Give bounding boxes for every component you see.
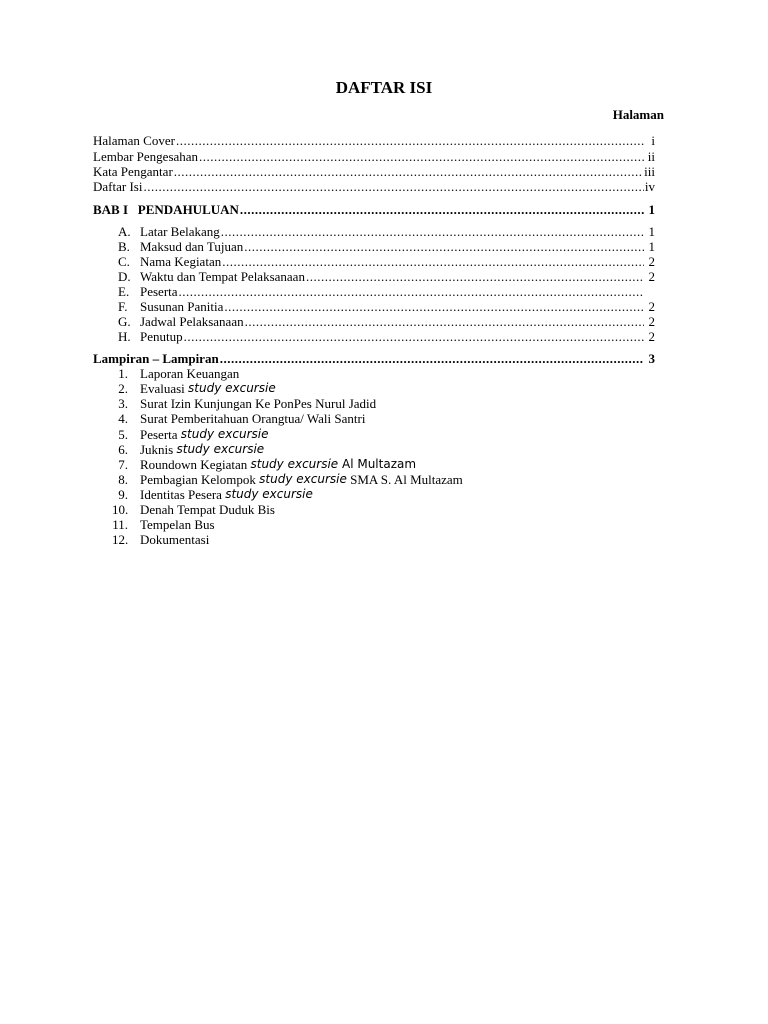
toc-entry-label: Lembar Pengesahan [93, 149, 199, 164]
section-label: Waktu dan Tempat Pelaksanaan [140, 269, 305, 284]
appendix-item-italic: study excursie [180, 427, 269, 441]
section-page: 2 [648, 254, 655, 269]
appendix-item [112, 457, 416, 472]
dot-leader [222, 254, 644, 269]
toc-entry-label: Kata Pengantar [93, 164, 173, 179]
dot-leader [245, 314, 644, 329]
dot-leader [224, 299, 644, 314]
toc-chapter-page: 1 [648, 202, 655, 217]
toc-entry-page: iv [644, 179, 655, 194]
toc-entry [93, 179, 655, 194]
appendix-item-text: Pembagian Kelompok [140, 472, 260, 487]
appendix-item-suffix: SMA S. Al Multazam [346, 472, 463, 487]
section-label: Jadwal Pelaksanaan [140, 314, 244, 329]
appendix-item-italic: study excursie [176, 442, 265, 456]
appendix-item-number: 9. [118, 487, 128, 502]
appendix-item-italic: study excursie [188, 381, 276, 395]
appendix-item [112, 366, 239, 381]
section-page: 1 [648, 224, 655, 239]
appendix-item-number: 5. [118, 427, 128, 442]
toc-entry-label: Daftar Isi [93, 179, 143, 194]
toc-entry-page: ii [647, 149, 655, 164]
appendix-item-text: Tempelan Bus [140, 517, 215, 532]
dot-leader [176, 133, 644, 148]
appendix-item-number: 4. [118, 411, 128, 426]
dot-leader [244, 239, 644, 254]
appendix-item-text: Laporan Keuangan [140, 366, 240, 381]
appendix-item [112, 487, 313, 502]
appendix-item-text: Roundown Kegiatan [140, 457, 251, 472]
page-column-label: Halaman [612, 107, 664, 122]
appendix-item-number: 2. [118, 381, 128, 396]
section-marker: D. [118, 269, 131, 284]
toc-entry [93, 164, 655, 179]
toc-section-entry [118, 254, 655, 269]
appendix-item-number: 12. [112, 532, 129, 547]
section-label: Maksud dan Tujuan [140, 239, 244, 254]
appendix-item-text: Surat Izin Kunjungan Ke PonPes Nurul Jadid [140, 396, 377, 411]
toc-section-entry [118, 284, 655, 299]
appendix-item-italic: study excursie [225, 487, 313, 501]
toc-section-entry [118, 224, 655, 239]
dot-leader [174, 164, 643, 179]
appendix-item-suffix: Al Multazam [338, 457, 417, 471]
appendix-item [112, 532, 209, 547]
appendix-item-italic: study excursie [259, 472, 347, 486]
appendix-item-text: Juknis [140, 442, 177, 457]
dot-leader [221, 224, 644, 239]
appendix-item-number: 6. [118, 442, 128, 457]
appendix-item-number: 7. [118, 457, 128, 472]
toc-appendix-page: 3 [648, 351, 655, 366]
dot-leader [220, 351, 644, 366]
section-marker: E. [118, 284, 130, 299]
appendix-item-number: 10. [112, 502, 129, 517]
section-marker: G. [118, 314, 131, 329]
appendix-item [112, 381, 276, 396]
dot-leader [240, 202, 644, 217]
dot-leader [199, 149, 644, 164]
section-label: Nama Kegiatan [140, 254, 222, 269]
section-page: 2 [648, 299, 655, 314]
appendix-item-text: Dokumentasi [140, 532, 210, 547]
toc-section-entry [118, 329, 655, 344]
appendix-item-text: Surat Pemberitahuan Orangtua/ Wali Santri [140, 411, 366, 426]
appendix-item [112, 517, 215, 532]
dot-leader [179, 284, 644, 299]
appendix-item-number: 8. [118, 472, 128, 487]
toc-entry [93, 149, 655, 164]
toc-section-entry [118, 314, 655, 329]
appendix-item-text: Denah Tempat Duduk Bis [140, 502, 275, 517]
toc-entry-page: iii [644, 164, 655, 179]
toc-chapter-label: BAB I PENDAHULUAN [93, 202, 239, 217]
appendix-item-text: Peserta [140, 427, 181, 442]
appendix-item [112, 411, 365, 426]
section-page: 1 [648, 239, 655, 254]
toc-section-entry [118, 239, 655, 254]
section-label: Peserta [140, 284, 178, 299]
appendix-item [112, 427, 268, 442]
document-title: DAFTAR ISI [335, 78, 433, 97]
toc-section-entry [118, 299, 655, 314]
section-label: Susunan Panitia [140, 299, 224, 314]
toc-appendix-label: Lampiran – Lampiran [93, 351, 219, 366]
toc-entry-page: i [651, 133, 655, 148]
section-marker: B. [118, 239, 130, 254]
section-page: 2 [648, 329, 655, 344]
dot-leader [184, 329, 644, 344]
section-marker: C. [118, 254, 130, 269]
section-label: Latar Belakang [140, 224, 220, 239]
toc-entry-label: Halaman Cover [93, 133, 175, 148]
toc-appendix-entry [93, 351, 655, 366]
section-marker: F. [118, 299, 128, 314]
appendix-item-number: 11. [112, 517, 128, 532]
dot-leader [143, 179, 643, 194]
appendix-item-italic: study excursie [250, 457, 339, 471]
appendix-item-text: Identitas Pesera [140, 487, 226, 502]
toc-entry [93, 133, 655, 148]
section-marker: A. [118, 224, 131, 239]
appendix-item [112, 442, 264, 457]
section-page: 2 [648, 314, 655, 329]
section-marker: H. [118, 329, 131, 344]
appendix-item-number: 3. [118, 396, 128, 411]
toc-chapter-entry [93, 202, 655, 217]
appendix-item [112, 396, 376, 411]
appendix-item [112, 472, 463, 487]
appendix-item-number: 1. [118, 366, 128, 381]
appendix-item-text: Evaluasi [140, 381, 189, 396]
dot-leader [306, 269, 644, 284]
toc-section-entry [118, 269, 655, 284]
section-page: 2 [648, 269, 655, 284]
appendix-item [112, 502, 275, 517]
section-label: Penutup [140, 329, 183, 344]
